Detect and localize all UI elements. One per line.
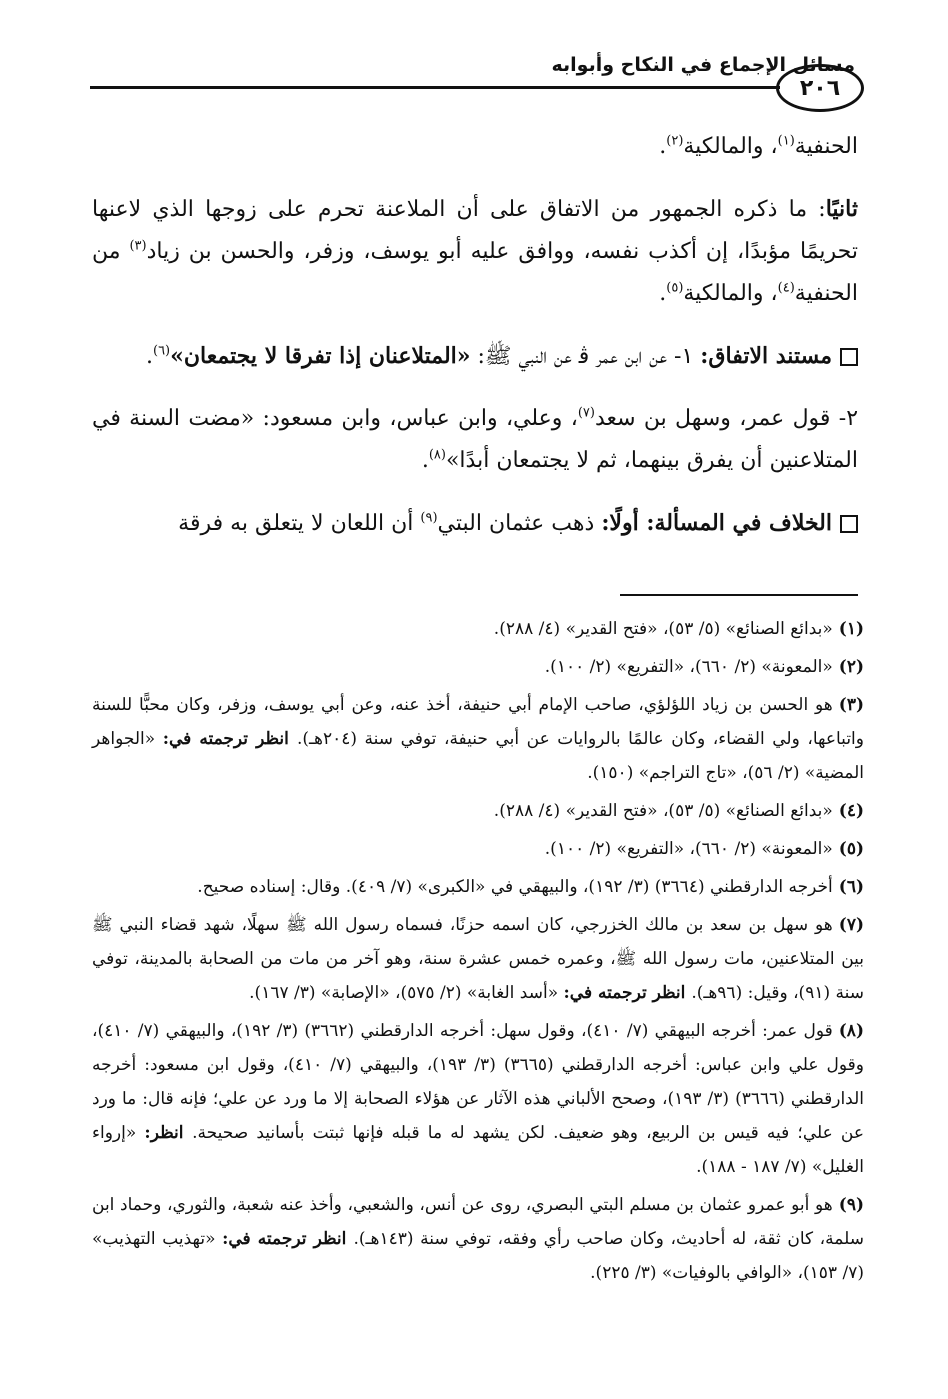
lead-word: ثانيًا — [825, 196, 858, 222]
text: من الحنفية — [92, 239, 858, 306]
text: ٢- قول عمر، وسهل بن سعد — [594, 406, 859, 431]
text: ، والمالكية — [683, 134, 778, 159]
footnote-text: «تهذيب التهذيب» (٧/ ١٥٣)، «الوافي بالوفيات» (٣/ ٢٢٥). — [92, 1229, 864, 1283]
footnote-5 — [92, 832, 864, 866]
footnote-text: «المعونة» (٢/ ٦٦٠)، «التفريع» (٢/ ١٠٠). — [544, 839, 833, 859]
text: . — [659, 281, 667, 306]
footnote-text: «بدائع الصنائع» (٥/ ٥٣)، «فتح القدير» (٤/ ٢٨٨). — [493, 801, 833, 821]
footnote-text: «المعونة» (٢/ ٦٦٠)، «التفريع» (٢/ ١٠٠). — [544, 657, 833, 677]
footnote-ref[interactable]: (٣) — [129, 238, 147, 254]
footnote-number: (١) — [838, 619, 864, 639]
paragraph-5 — [92, 502, 858, 545]
footnote-text: «أسد الغابة» (٢/ ٥٧٥)، «الإصابة» (٣/ ١٦٧). — [249, 983, 564, 1003]
footnote-2 — [92, 650, 864, 684]
hadith-quote: «المتلاعنان إذا تفرقا لا يجتمعان» — [170, 343, 471, 369]
text: أن اللعان لا يتعلق به فرقة — [178, 511, 421, 536]
page-number — [776, 64, 864, 112]
footnote-text: «بدائع الصنائع» (٥/ ٥٣)، «فتح القدير» (٤/ ٢٨٨). — [493, 619, 833, 639]
footnote-3 — [92, 688, 864, 790]
paragraph-3 — [92, 335, 858, 378]
running-title: مسائل الإجماع في النكاح وأبوابه — [551, 54, 855, 76]
footnote-number: (٩) — [838, 1195, 864, 1215]
footnote-separator — [620, 594, 858, 596]
footnotes — [92, 612, 864, 1294]
footnote-7 — [92, 908, 864, 1010]
lead-word: أولًا: — [601, 510, 647, 536]
footnote-ref[interactable]: (٩) — [420, 510, 438, 526]
section-heading: مستند الاتفاق: — [700, 343, 832, 369]
text: ، والمالكية — [683, 281, 778, 306]
paragraph-2 — [92, 188, 858, 315]
main-text — [92, 126, 858, 565]
footnote-ref[interactable]: (٧) — [577, 405, 595, 421]
footnote-ref[interactable]: (٥) — [666, 280, 684, 296]
footnote-lead: انظر ترجمته في: — [222, 1229, 354, 1249]
footnote-text: هو أبو عمرو عثمان بن مسلم البتي البصري، روى عن أنس، والشعبي، وأخذ عنه شعبة، والثوري، وحماد ابن سلمة، كان ثقة، له أحاديث، وكان صاحب رأي وفقه، توفي سنة (١٤٣هـ). — [92, 1195, 864, 1249]
paragraph-1 — [92, 126, 858, 168]
footnote-lead: انظر: — [144, 1123, 193, 1143]
footnote-number: (٨) — [838, 1021, 864, 1041]
footnote-text: قول عمر: أخرجه البيهقي (٧/ ٤١٠)، وقول سهل: أخرجه الدارقطني (٣٦٦٢) (٣/ ١٩٢)، والبيهقي (٧/ ٤١٠)، وقول علي وابن عباس: أخرجه الدارقطني (٣٦٦٥) (٣/ ١٩٣)، والبيهقي (٧/ ٤١٠)، وقول ابن مسعود: أخرجه الدارقطني (٣٦٦٦) (٣/ ١٩٣)، وصحح الألباني هذه الآثار عن هؤلاء الصحابة إلا ما ورد عن علي؛ فإنه قال: ما ورد عن علي؛ فيه قيس بن الربيع، وهو ضعيف. لكن يشهد له ما قبله فإنها ثبتت بأسانيد صحيحة. — [92, 1021, 865, 1143]
footnote-4 — [92, 794, 864, 828]
footnote-number: (٦) — [838, 877, 864, 897]
footnote-1 — [92, 612, 864, 646]
text: . — [659, 134, 667, 159]
footnote-ref[interactable]: (٨) — [428, 447, 446, 463]
footnote-ref[interactable]: (١) — [777, 133, 795, 149]
footnote-9 — [92, 1188, 864, 1290]
footnote-number: (٧) — [838, 915, 864, 935]
square-bullet-icon — [840, 348, 858, 366]
footnote-text: «الجواهر المضية» (٢/ ٥٦)، «تاج التراجم» (١٥٠). — [92, 729, 864, 783]
text: ١- عن ابن عمر ﭬ عن النبي ﷺ: — [470, 344, 701, 369]
footnote-text: «إرواء الغليل» (٧/ ١٨٧ - ١٨٨). — [92, 1123, 864, 1177]
footnote-6 — [92, 870, 864, 904]
paragraph-4 — [92, 398, 858, 482]
footnote-ref[interactable]: (٤) — [777, 280, 795, 296]
page-number-text: ٢٠٦ — [799, 75, 841, 101]
text: ، وعلي، وابن عباس، وابن مسعود: «مضت السنة في المتلاعنين أن يفرق بينهما، ثم لا يجتمعان أبدًا» — [92, 406, 858, 473]
footnote-text: هو الحسن بن زياد اللؤلؤي، صاحب الإمام أبي حنيفة، أخذ عنه، وعن أبي يوسف، وزفر، وكان محبًّا للسنة واتباعها، ولي القضاء، وكان عالمًا بالروايات عن أبي حنيفة، توفي سنة (٢٠٤هـ). — [92, 695, 864, 749]
footnote-ref[interactable]: (٦) — [152, 343, 171, 359]
footnote-text: هو سهل بن سعد بن مالك الخزرجي، كان اسمه حزنًا، فسماه رسول الله ﷺ سهلًا، شهد قضاء النبي ﷺ بين المتلاعنين، مات رسول الله ﷺ، وعمره خمس عشرة سنة، وهو آخر من مات من الصحابة بالمدينة، توفي سنة (٩١)، وقيل: (٩٦هـ). — [92, 915, 864, 1003]
header-rule — [90, 86, 780, 89]
text: . — [145, 344, 153, 369]
footnote-8 — [92, 1014, 864, 1184]
footnote-number: (٢) — [838, 657, 864, 677]
text: . — [421, 448, 429, 473]
square-bullet-icon — [840, 515, 858, 533]
footnote-number: (٣) — [838, 695, 864, 715]
footnote-ref[interactable]: (٢) — [666, 133, 684, 149]
footnote-lead: انظر ترجمته في: — [563, 983, 692, 1003]
footnote-lead: انظر ترجمته في: — [162, 729, 297, 749]
footnote-number: (٥) — [838, 839, 864, 859]
footnote-number: (٤) — [838, 801, 864, 821]
text: ذهب عثمان البتي — [437, 511, 602, 536]
footnote-text: أخرجه الدارقطني (٣٦٦٤) (٣/ ١٩٢)، والبيهقي في «الكبرى» (٧/ ٤٠٩). وقال: إسناده صحيح. — [197, 877, 833, 897]
section-heading: الخلاف في المسألة: — [646, 510, 832, 536]
text: الحنفية — [794, 134, 858, 159]
text: : ما ذكره الجمهور من الاتفاق على أن الملاعنة تحرم على زوجها الذي لاعنها تحريمًا مؤبدًا، إن أكذب نفسه، ووافق عليه أبو يوسف، وزفر، والحسن بن زياد — [92, 197, 859, 264]
